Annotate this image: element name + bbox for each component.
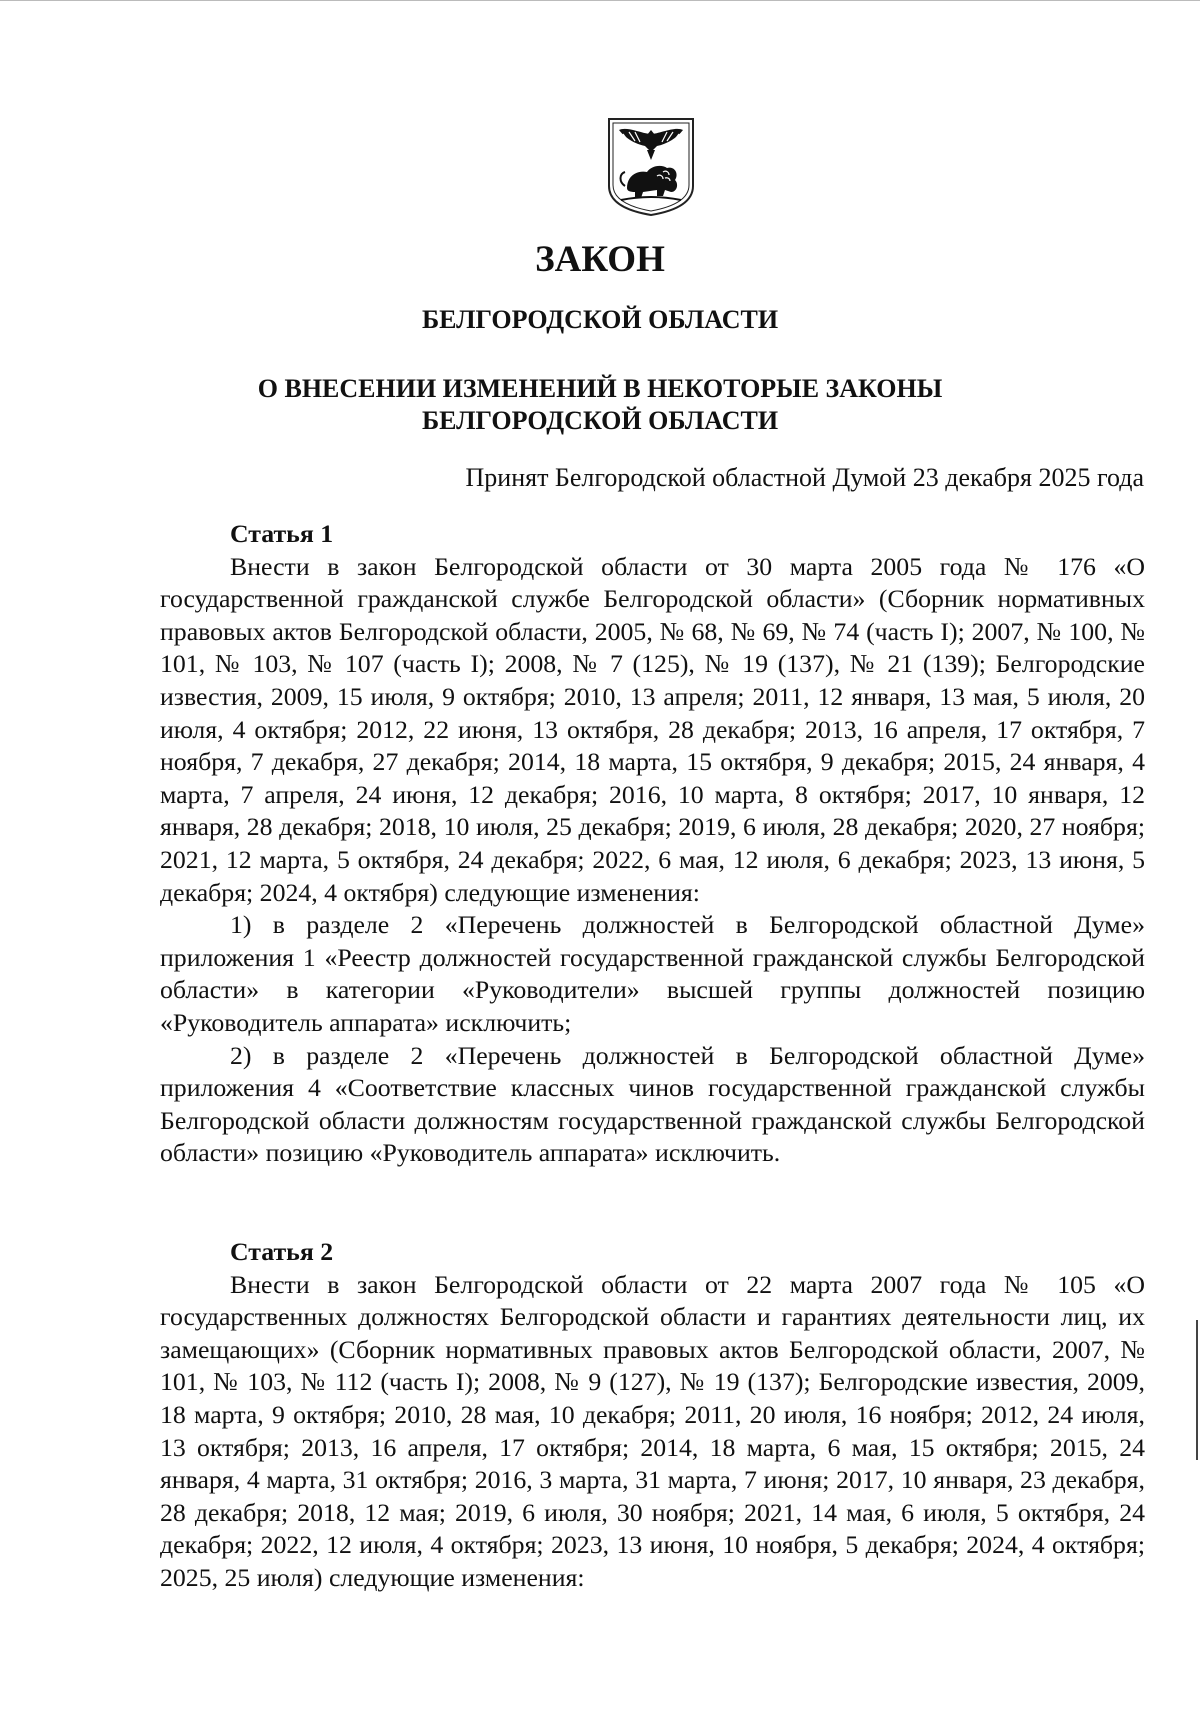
document-type: ЗАКОН <box>535 239 665 280</box>
adoption-note: Принят Белгородской областной Думой 23 декабря 2025 года <box>465 463 1144 492</box>
region-name: БЕЛГОРОДСКОЙ ОБЛАСТИ <box>421 305 779 334</box>
scan-edge <box>1196 1320 1198 1460</box>
article-heading: Статья 2 <box>230 1237 334 1266</box>
article-2 <box>160 1236 1145 1595</box>
article-1 <box>160 518 1145 1170</box>
article-paragraph: 1) в разделе 2 «Перечень должностей в Белгородской областной Думе» приложения 1 «Реестр должностей государственной гражданской службы Белгородской области» в категории «Руководители» высшей группы должностей позицию «Руководитель аппарата» исключить; <box>160 910 1145 1037</box>
article-paragraph: Внести в закон Белгородской области от 30 марта 2005 года № 176 «О государственной гражданской службе Белгородской области» (Сборник нормативных правовых актов Белгородской области, 2005, № 68, № 69, № 74 (часть I); 2007, № 100, № 101, № 103, № 107 (часть I); 2008, № 7 (125), № 19 (137), № 21 (139); Белгородские известия, 2009, 15 июля, 9 октября; 2010, 13 апреля; 2011, 12 января, 13 мая, 5 июля, 20 июля, 4 октября; 2012, 22 июня, 13 октября, 28 декабря; 2013, 16 апреля, 17 октября, 7 ноября, 7 декабря, 27 декабря; 2014, 18 марта, 15 октября, 9 декабря; 2015, 24 января, 4 марта, 7 апреля, 24 июня, 12 декабря; 2016, 10 марта, 8 октября; 2017, 10 января, 12 января, 28 декабря; 2018, 10 июля, 25 декабря; 2019, 6 июля, 28 декабря; 2020, 27 ноября; 2021, 12 марта, 5 октября, 24 декабря; 2022, 6 мая, 12 июля, 6 декабря; 2023, 13 июня, 5 декабря; 2024, 4 октября) следующие изменения: <box>160 551 1145 907</box>
law-subject <box>0 373 1200 437</box>
article-paragraph: Внести в закон Белгородской области от 22 марта 2007 года № 105 «О государственных должностях Белгородской области и гарантиях деятельности лиц, их замещающих» (Сборник нормативных правовых актов Белгородской области, 2007, № 101, № 103, № 112 (часть I); 2008, № 9 (127), № 19 (137); Белгородские известия, 2009, 18 марта, 9 октября; 2010, 28 мая, 10 декабря; 2011, 20 июля, 16 ноября; 2012, 24 июля, 13 октября; 2013, 16 апреля, 17 октября; 2014, 18 марта, 6 мая, 15 октября; 2015, 24 января, 4 марта, 31 октября; 2016, 3 марта, 31 марта, 7 июня; 2017, 10 января, 23 декабря, 28 декабря; 2018, 12 мая; 2019, 6 июля, 30 ноября; 2021, 14 мая, 6 июля, 5 октября, 24 декабря; 2022, 12 июля, 4 октября; 2023, 13 июня, 10 ноября, 5 декабря; 2024, 4 октября; 2025, 25 июля) следующие изменения: <box>160 1269 1145 1592</box>
law-subject-line2: БЕЛГОРОДСКОЙ ОБЛАСТИ <box>421 406 779 435</box>
law-subject-line1: О ВНЕСЕНИИ ИЗМЕНЕНИЙ В НЕКОТОРЫЕ ЗАКОНЫ <box>257 374 943 403</box>
scan-border <box>0 0 1200 1</box>
coat-of-arms-icon <box>605 116 697 218</box>
article-heading: Статья 1 <box>230 519 334 548</box>
article-paragraph: 2) в разделе 2 «Перечень должностей в Белгородской областной Думе» приложения 4 «Соответствие классных чинов государственной гражданской службы Белгородской области должностям государственной гражданской службы Белгородской области» позицию «Руководитель аппарата» исключить. <box>160 1040 1145 1168</box>
